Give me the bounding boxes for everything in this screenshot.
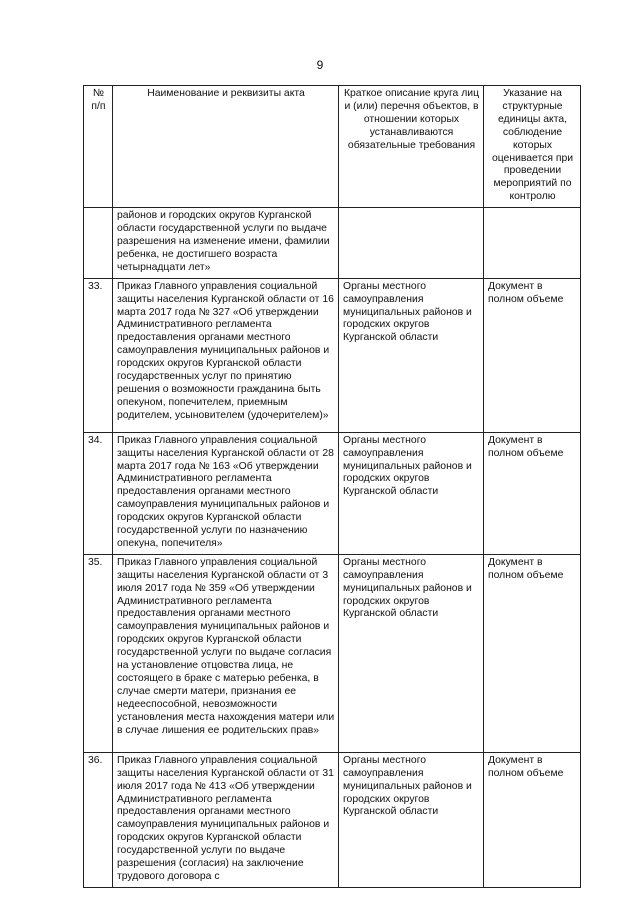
row-scope: Органы местного самоуправления муниципальных районов и городских округов Курганской области xyxy=(339,752,484,887)
row-act-name: Приказ Главного управления социальной защиты населения Курганской области от 31 июля 2017 года № 413 «Об утверждении Административного регламента предоставления органами местного самоуправления муниципальных районов и городских округов Курганской области государственной услуги по выдаче разрешения (согласия) на заключение трудового договора с xyxy=(113,752,339,887)
table-row xyxy=(84,278,581,432)
table-row xyxy=(84,554,581,752)
header-scope: Краткое описание круга лиц и (или) перечня объектов, в отношении которых устанавливаются обязательные требования xyxy=(339,86,484,208)
row-units: Документ в полном объеме xyxy=(484,432,581,554)
table-row xyxy=(84,752,581,887)
row-scope xyxy=(339,208,484,279)
row-number: 36. xyxy=(84,752,113,887)
row-units: Документ в полном объеме xyxy=(484,752,581,887)
requirements-table xyxy=(83,85,581,888)
table-header-row xyxy=(84,86,581,208)
header-number: № п/п xyxy=(84,86,113,208)
row-units: Документ в полном объеме xyxy=(484,554,581,752)
table-row xyxy=(84,432,581,554)
row-act-name: районов и городских округов Курганской области государственной услуги по выдаче разрешения на изменение имени, фамилии ребенка, не достигшего возраста четырнадцати лет» xyxy=(113,208,339,279)
row-scope: Органы местного самоуправления муниципальных районов и городских округов Курганской области xyxy=(339,278,484,432)
row-number xyxy=(84,208,113,279)
row-act-name: Приказ Главного управления социальной защиты населения Курганской области от 3 июля 2017 года № 359 «Об утверждении Административного регламента предоставления органами местного самоуправления муниципальных районов и городских округов Курганской области государственной услуги по выдаче согласия на установление отцовства лица, не состоящего в браке с матерью ребенка, в случае смерти матери, признания ее недееспособной, невозможности установления места нахождения матери или в случае лишения ее родительских прав» xyxy=(113,554,339,752)
row-units: Документ в полном объеме xyxy=(484,278,581,432)
page-number: 9 xyxy=(316,58,324,72)
table-row xyxy=(84,208,581,279)
row-number: 35. xyxy=(84,554,113,752)
row-act-name: Приказ Главного управления социальной защиты населения Курганской области от 28 марта 2017 года № 163 «Об утверждении Административного регламента предоставления органами местного самоуправления муниципальных районов и городских округов Курганской области государственной услуги по назначению опекуна, попечителя» xyxy=(113,432,339,554)
row-scope: Органы местного самоуправления муниципальных районов и городских округов Курганской области xyxy=(339,554,484,752)
row-scope: Органы местного самоуправления муниципальных районов и городских округов Курганской области xyxy=(339,432,484,554)
row-number: 33. xyxy=(84,278,113,432)
row-act-name: Приказ Главного управления социальной защиты населения Курганской области от 16 марта 2017 года № 327 «Об утверждении Административного регламента предоставления органами местного самоуправления муниципальных районов и городских округов Курганской области государственных услуг по принятию решения о возможности гражданина быть опекуном, попечителем, приемным родителем, усыновителем (удочерителем)» xyxy=(113,278,339,432)
header-structural-units: Указание на структурные единицы акта, соблюдение которых оценивается при проведении мероприятий по контролю xyxy=(484,86,581,208)
row-number: 34. xyxy=(84,432,113,554)
header-act-name: Наименование и реквизиты акта xyxy=(113,86,339,208)
row-units xyxy=(484,208,581,279)
